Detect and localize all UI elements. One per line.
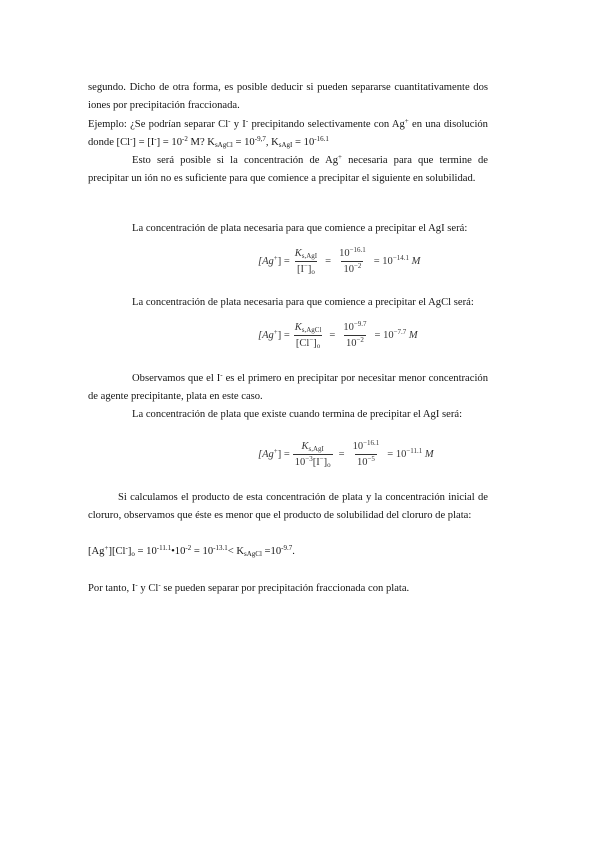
equation-agi-end: [Ag+] = $\frac{K_{s,AgI}}{10^{-3}[I^-]_o}$ = $\frac{10^{-16.1}}{10^{-5}}$ = $10^{-11.1}$ M xyxy=(258,439,434,469)
paragraph-observation: Observamos que el I- es el primero en precipitar por necesitar menor concentración de agente precipitante, plata en este caso. xyxy=(88,371,488,402)
paragraph-product: Si calculamos el producto de esta concentración de plata y la concentración inicial de cloruro, observamos que éste es menor que el producto de solubilidad del cloruro de plata: xyxy=(88,492,488,521)
paragraph-agi-end: La concentración de plata que existe cuando termina de precipitar el AgI será: xyxy=(132,409,463,420)
equation-agcl-start: [Ag+] = $\frac{K_{s,AgCl}}{[Cl^-]_o}$ = $\frac{10^{-9.7}}{10^{-2}}$ = $10^{-7.7}$ M xyxy=(258,320,418,350)
paragraph-agcl-start: La concentración de plata necesaria para que comience a precipitar el AgCl será: xyxy=(132,297,474,308)
fraction-values: $\frac{10^{-16.1}}{10^{-2}}$ xyxy=(339,246,366,275)
paragraph-condition: Esto será posible si la concentración de Ag+ necesaria para que termine de precipitar un ión no es suficiente para que comience a precipitar el siguiente en solubilidad. xyxy=(88,153,488,184)
fraction-ksp: $\frac{K_{s,AgI}}{10^{-3}[I^-]_o}$ xyxy=(294,441,331,469)
equation-agi-start: [Ag+] = $\frac{K_{s,AgI}}{[I^-]_o}$ = $\frac{10^{-16.1}}{10^{-2}}$ = $10^{-14.1}$ M xyxy=(258,246,421,276)
paragraph-conclusion: Por tanto, I- y Cl- se pueden separar por precipitación fraccionada con plata. xyxy=(88,581,410,594)
fraction-ksp: $\frac{K_{s,AgI}}{[I^-]_o}$ xyxy=(294,248,318,276)
paragraph-agi-start: La concentración de plata necesaria para que comience a precipitar el AgI será: xyxy=(132,223,468,234)
fraction-values: $\frac{10^{-16.1}}{10^{-5}}$ xyxy=(352,439,380,468)
fraction-ksp: $\frac{K_{s,AgCl}}{[Cl^-]_o}$ xyxy=(294,322,322,350)
paragraph-intro: segundo. Dicho de otra forma, es posible deducir si pueden separarse cuantitativamente dos iones por precipitación fraccionada. xyxy=(88,82,488,111)
fraction-values: $\frac{10^{-9.7}}{10^{-2}}$ xyxy=(343,320,367,349)
paragraph-product-equation: $[Ag^+][Cl^-]_o$ = $10^{-11.1}•10^{-2} = 10^{-13.1}< K_{sAgCl} =10^{-9.7}$. xyxy=(88,544,295,558)
paragraph-example: Ejemplo: ¿Se podrían separar Cl- y I- precipitando selectivamente con Ag+ en una disolución donde $[Cl^-] = [I^-] = 10^{-2}$ M? $K_{sAgCl} = 10^{-9,7}$, $K_{sAgI} = 10^{-16.1}$ xyxy=(88,117,488,149)
